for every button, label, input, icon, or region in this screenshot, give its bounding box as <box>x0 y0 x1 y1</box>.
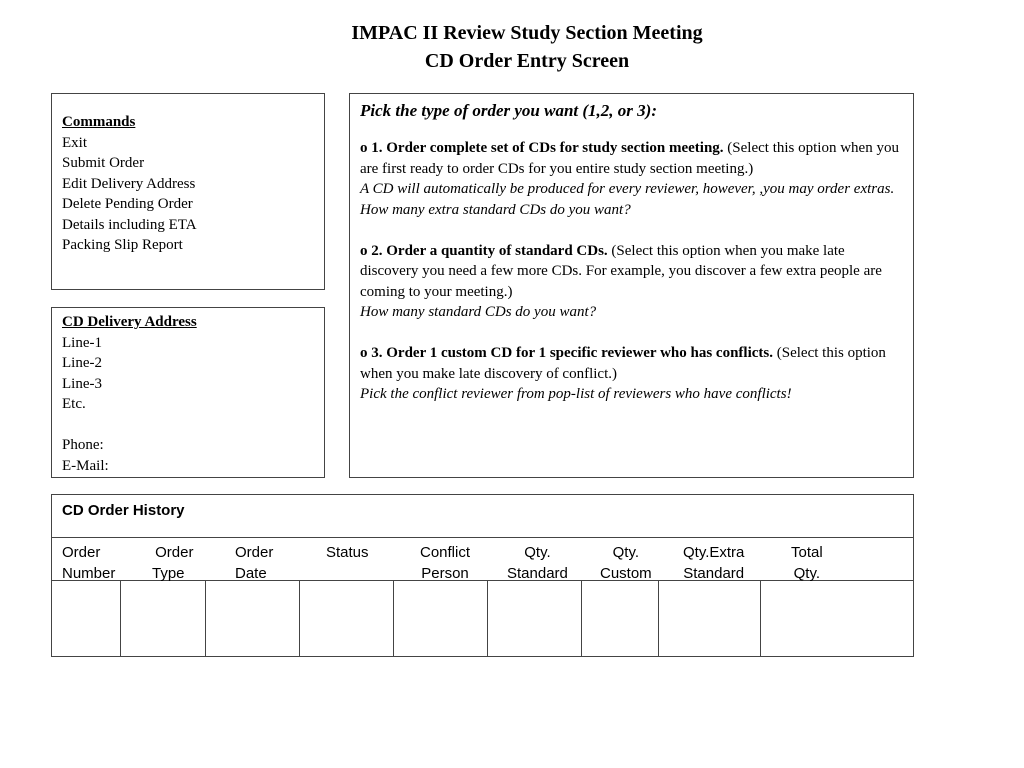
order-option-3[interactable] <box>360 343 903 405</box>
command-edit-delivery-address[interactable]: Edit Delivery Address <box>62 175 196 192</box>
column-divider <box>760 580 761 656</box>
email-field[interactable]: E-Mail: <box>62 457 109 474</box>
option-1-question: A CD will automatically be produced for every reviewer, however, ,you may order extras. How many extra standard CDs do you want? <box>360 181 895 218</box>
option-2-radio[interactable]: o 2. <box>360 242 383 259</box>
page-title-line-1: IMPAC II Review Study Section Meeting <box>351 22 703 44</box>
column-header-order-date: Order Date <box>235 544 274 582</box>
page-title-line-2: CD Order Entry Screen <box>424 50 630 72</box>
column-header-order-type: Order Type <box>152 544 194 582</box>
option-3-radio[interactable]: o 3. <box>360 345 383 361</box>
column-divider <box>205 580 206 656</box>
table-divider <box>52 537 913 538</box>
order-history-table <box>51 494 914 657</box>
address-etc: Etc. <box>62 396 86 412</box>
command-packing-slip-report[interactable]: Packing Slip Report <box>62 237 183 253</box>
phone-field[interactable]: Phone: <box>62 437 104 453</box>
option-2-title: Order a quantity of standard CDs. <box>386 242 608 259</box>
address-line-3[interactable]: Line-3 <box>62 375 102 392</box>
column-header-total-qty: Total Qty. <box>791 544 823 582</box>
option-3-title: Order 1 custom CD for 1 specific reviewer who has conflicts. <box>386 345 773 361</box>
order-type-prompt: Pick the type of order you want (1,2, or 3): <box>360 101 657 120</box>
column-header-qty-standard: Qty. Standard <box>507 544 568 582</box>
delivery-address-heading: CD Delivery Address <box>62 314 197 330</box>
option-2-description: (Select this option when you make late discovery you need a few more CDs. For example, you discover a few extra people are coming to your meeting.) <box>360 242 882 300</box>
column-header-conflict-person: Conflict Person <box>420 544 471 582</box>
option-2-question: How many standard CDs do you want? <box>360 304 597 320</box>
command-submit-order[interactable]: Submit Order <box>62 155 145 171</box>
option-3-question: Pick the conflict reviewer from pop-list of reviewers who have conflicts! <box>360 386 792 402</box>
command-delete-pending-order[interactable]: Delete Pending Order <box>62 196 193 212</box>
command-details-eta[interactable]: Details including ETA <box>62 216 197 233</box>
address-line-1[interactable]: Line-1 <box>62 334 102 351</box>
column-divider <box>487 580 488 656</box>
option-1-title: Order complete set of CDs for study section meeting. <box>386 140 724 156</box>
order-option-2[interactable] <box>360 241 903 323</box>
column-header-qty-custom: Qty. Custom <box>600 544 652 582</box>
column-divider <box>658 580 659 656</box>
command-exit[interactable]: Exit <box>62 134 87 151</box>
column-divider <box>581 580 582 656</box>
commands-panel <box>51 93 325 290</box>
column-header-status: Status <box>326 544 369 561</box>
commands-heading: Commands <box>62 114 136 130</box>
column-header-qty-extra-standard: Qty.Extra Standard <box>683 544 745 582</box>
option-1-radio[interactable]: o 1. <box>360 140 383 156</box>
option-1-description: (Select this option when you are first ready to order CDs for you entire study section meeting.) <box>360 140 899 177</box>
column-header-order-number: Order Number <box>62 544 116 582</box>
order-type-panel <box>349 93 914 478</box>
address-line-2[interactable]: Line-2 <box>62 355 102 371</box>
column-divider <box>120 580 121 656</box>
column-divider <box>299 580 300 656</box>
column-divider <box>393 580 394 656</box>
order-option-1[interactable] <box>360 138 903 220</box>
order-history-heading: CD Order History <box>62 502 185 519</box>
option-3-description: (Select this option when you make late discovery of conflict.) <box>360 345 886 382</box>
delivery-address-panel <box>51 307 325 478</box>
